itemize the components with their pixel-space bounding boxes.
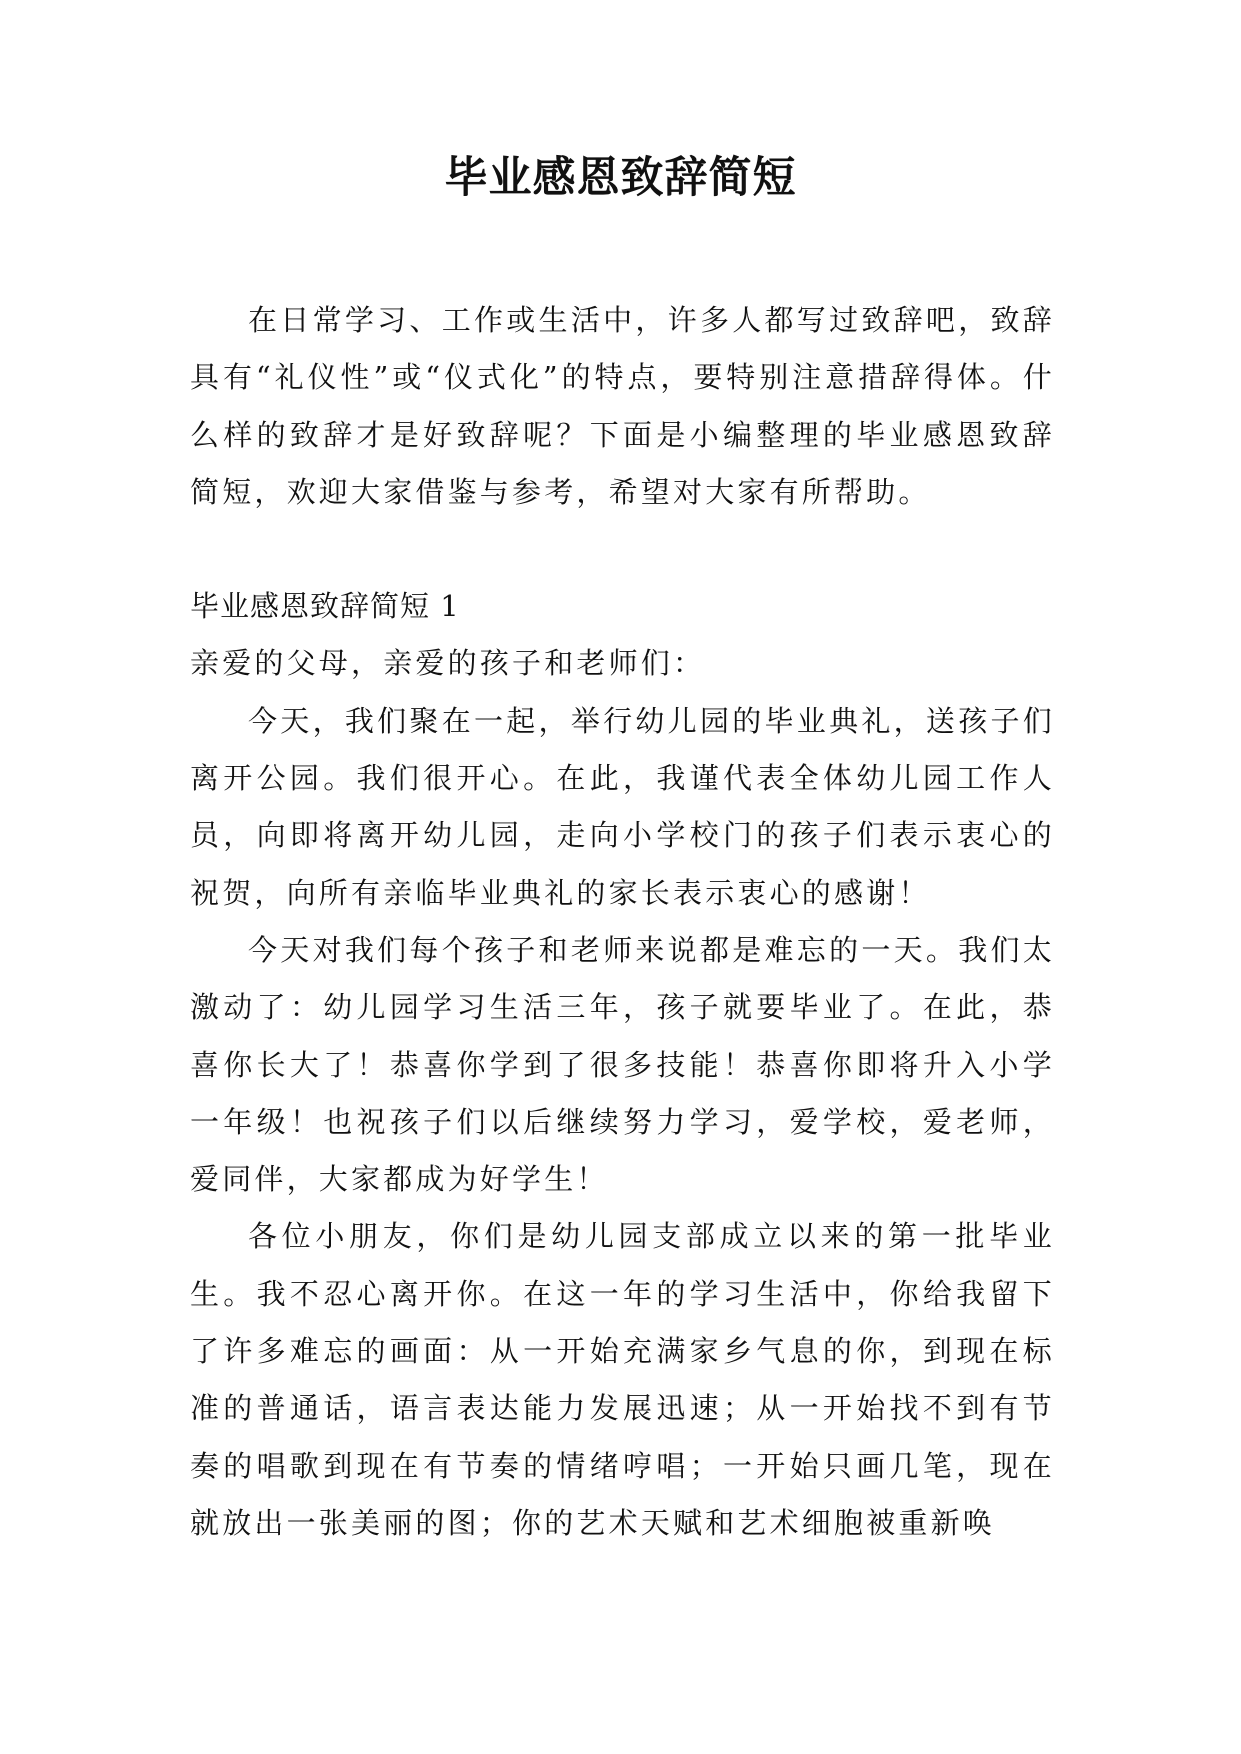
document-title: 毕业感恩致辞简短 bbox=[444, 153, 797, 203]
intro-paragraph: 在日常学习、工作或生活中，许多人都写过致辞吧，致辞具有“礼仪性”或“仪式化”的特点，要特别注意措辞得体。什么样的致辞才是好致辞呢？下面是小编整理的毕业感恩致辞简短，欢迎大家借鉴与参考，希望对大家有所帮助。 bbox=[190, 303, 1055, 509]
document-body bbox=[190, 292, 1055, 1552]
body-paragraph-1: 今天，我们聚在一起，举行幼儿园的毕业典礼，送孩子们离开公园。我们很开心。在此，我谨代表全体幼儿园工作人员，向即将离开幼儿园，走向小学校门的孩子们表示衷心的祝贺，向所有亲临毕业典礼的家长表示衷心的感谢！ bbox=[190, 703, 1055, 910]
salutation: 亲爱的父母，亲爱的孩子和老师们： bbox=[190, 646, 706, 681]
body-paragraph-2: 今天对我们每个孩子和老师来说都是难忘的一天。我们太激动了：幼儿园学习生活三年，孩子就要毕业了。在此，恭喜你长大了！恭喜你学到了很多技能！恭喜你即将升入小学一年级！也祝孩子们以后继续努力学习，爱学校，爱老师，爱同伴，大家都成为好学生！ bbox=[190, 932, 1055, 1197]
body-paragraph-3: 各位小朋友，你们是幼儿园支部成立以来的第一批毕业生。我不忍心离开你。在这一年的学习生活中，你给我留下了许多难忘的画面：从一开始充满家乡气息的你，到现在标准的普通话，语言表达能力发展迅速；从一开始找不到有节奏的唱歌到现在有节奏的情绪哼唱；一开始只画几笔，现在就放出一张美丽的图；你的艺术天赋和艺术细胞被重新唤 bbox=[190, 1219, 1055, 1540]
section-heading: 毕业感恩致辞简短 1 bbox=[190, 589, 460, 624]
